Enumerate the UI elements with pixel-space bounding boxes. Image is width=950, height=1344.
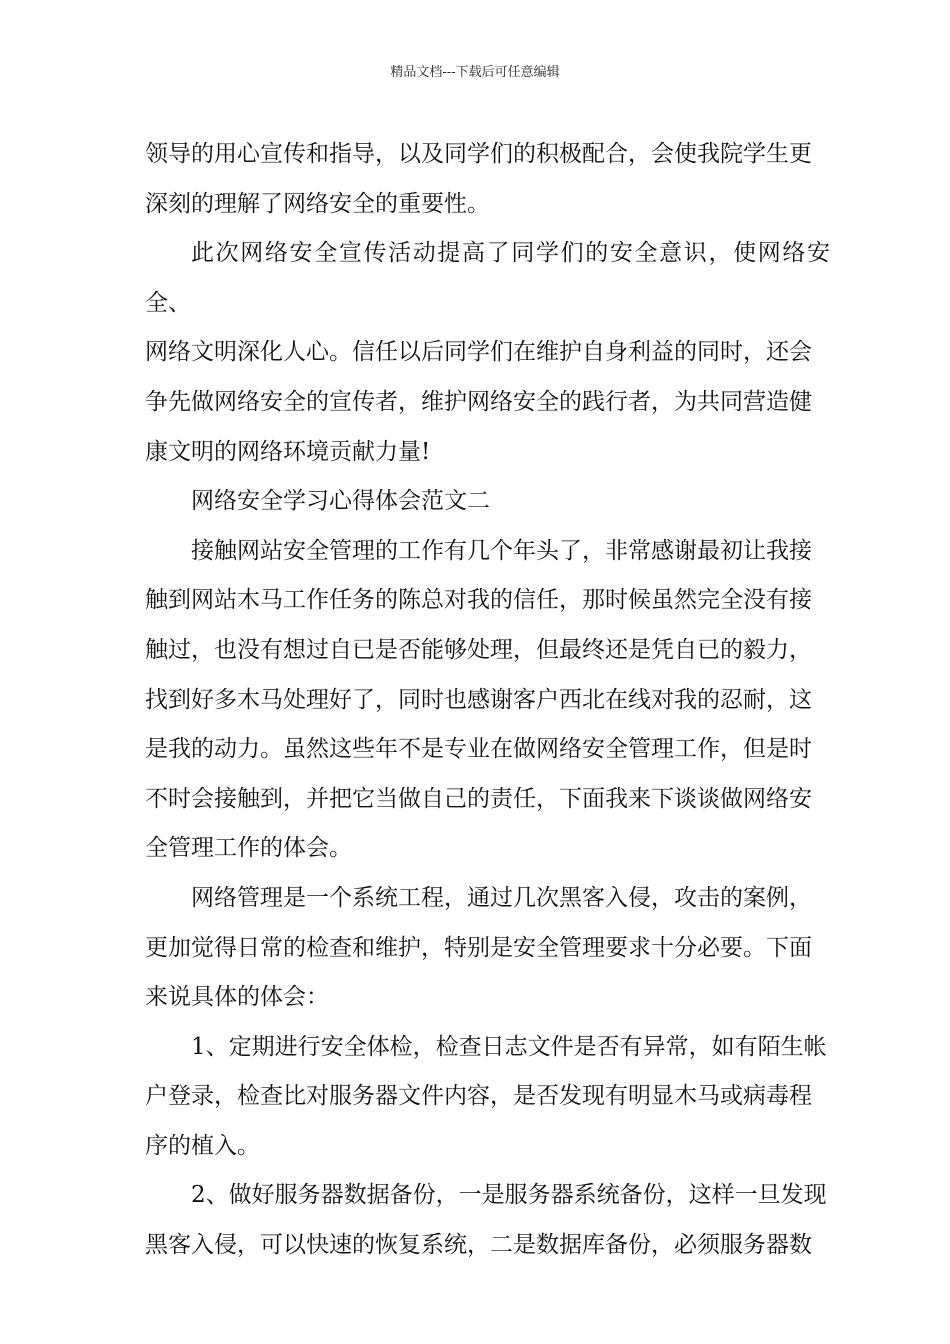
paragraph-experience-intro: 接触网站安全管理的工作有几个年头了，非常感谢最初让我接 触到网站木马工作任务的陈总对我的信任，那时候虽然完全没有接 触过，也没有想过自已是否能够处理，但最终还是凭自已的毅力， 找到好多木马处理好了，同时也感谢客户西北在线对我的忍耐，这 是我的动力。虽然这些年不是专业在做网络安全管理工作，但是时 不时会接触到，并把它当做自己的责任，下面我来下谈谈做网络安 全管理工作的体会。 [145, 537, 812, 862]
paragraph-continuation: 领导的用心宣传和指导，以及同学们的积极配合，会使我院学生更 深刻的理解了网络安全的重要性。 [145, 141, 812, 217]
list-item-2: 2、做好服务器数据备份，一是服务器系统备份，这样一旦发现 黑客入侵，可以快速的恢复系统，二是数据库备份，必须服务器数 [145, 1182, 827, 1259]
paragraph-network-management: 网络管理是一个系统工程，通过几次黑客入侵，攻击的案例， 更加觉得日常的检查和维护，特别是安全管理要求十分必要。下面 来说具体的体会： [145, 884, 812, 1011]
document-body [145, 130, 830, 1271]
list-item-1: 1、定期进行安全体检，检查日志文件是否有异常，如有陌生帐 户登录，检查比对服务器文件内容，是否发现有明显木马或病毒程 序的植入。 [145, 1033, 827, 1159]
section-heading: 网络安全学习心得体会范文二 [191, 488, 490, 515]
page-header: 精品文档---下载后可任意编辑 [390, 65, 560, 80]
paragraph-campaign-summary: 此次网络安全宣传活动提高了同学们的安全意识，使网络安全、 网络文明深化人心。信任以后同学们在维护自身利益的同时，还会 争先做网络安全的宣传者，维护网络安全的践行者，为共同营造健 康文明的网络环境贡献力量! [145, 240, 830, 465]
